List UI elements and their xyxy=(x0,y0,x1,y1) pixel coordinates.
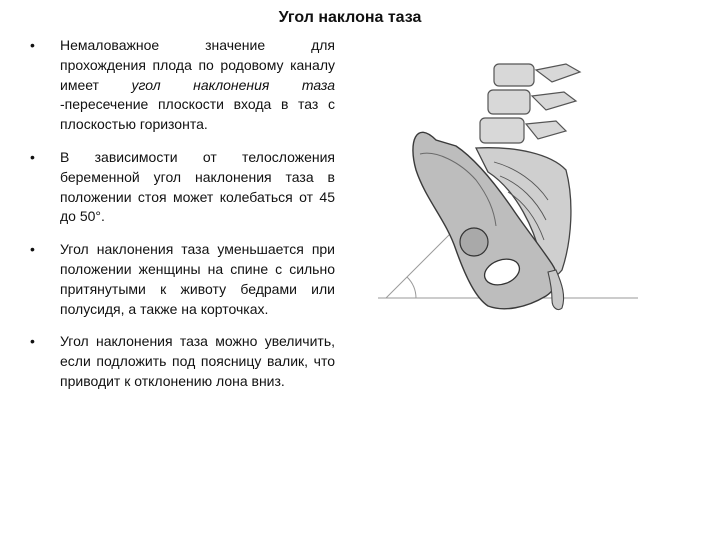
bullet-dot: • xyxy=(30,333,35,350)
bullet-emphasis: угол наклонения таза xyxy=(131,76,335,93)
bullet-text: Угол наклонения таза уменьшается при положении женщины на спине с сильно притянутыми к животу бедрами или полусидя, а также на корточках. xyxy=(60,241,335,317)
bullet-dot: • xyxy=(30,37,35,53)
bullet-dot: • xyxy=(30,241,35,258)
bullet-item xyxy=(30,240,335,319)
pelvis-tilt-illustration xyxy=(376,50,646,340)
bullet-item xyxy=(30,332,335,391)
acetabulum xyxy=(460,228,488,256)
angle-arc xyxy=(407,277,416,298)
bullet-text: В зависимости от телосложения беременной угол наклонения таза в положении стоя может колебаться от 45 до 50°. xyxy=(60,148,335,225)
bullet-item xyxy=(30,148,335,227)
bullet-list xyxy=(30,36,335,405)
bullet-item xyxy=(30,36,335,135)
lumbar-spine xyxy=(480,64,580,143)
slide-title: Угол наклона таза xyxy=(278,9,422,26)
bullet-text: Угол наклонения таза можно увеличить, если подложить под поясницу валик, что приводит к отклонению лона вниз. xyxy=(60,333,335,389)
bullet-dot: • xyxy=(30,148,35,165)
bullet-text: Немаловажное значение для прохождения плода по родовому каналу имеет xyxy=(60,37,335,93)
bullet-text-tail: -пересечение плоскости входа в таз с плоскостью горизонта. xyxy=(60,96,335,133)
